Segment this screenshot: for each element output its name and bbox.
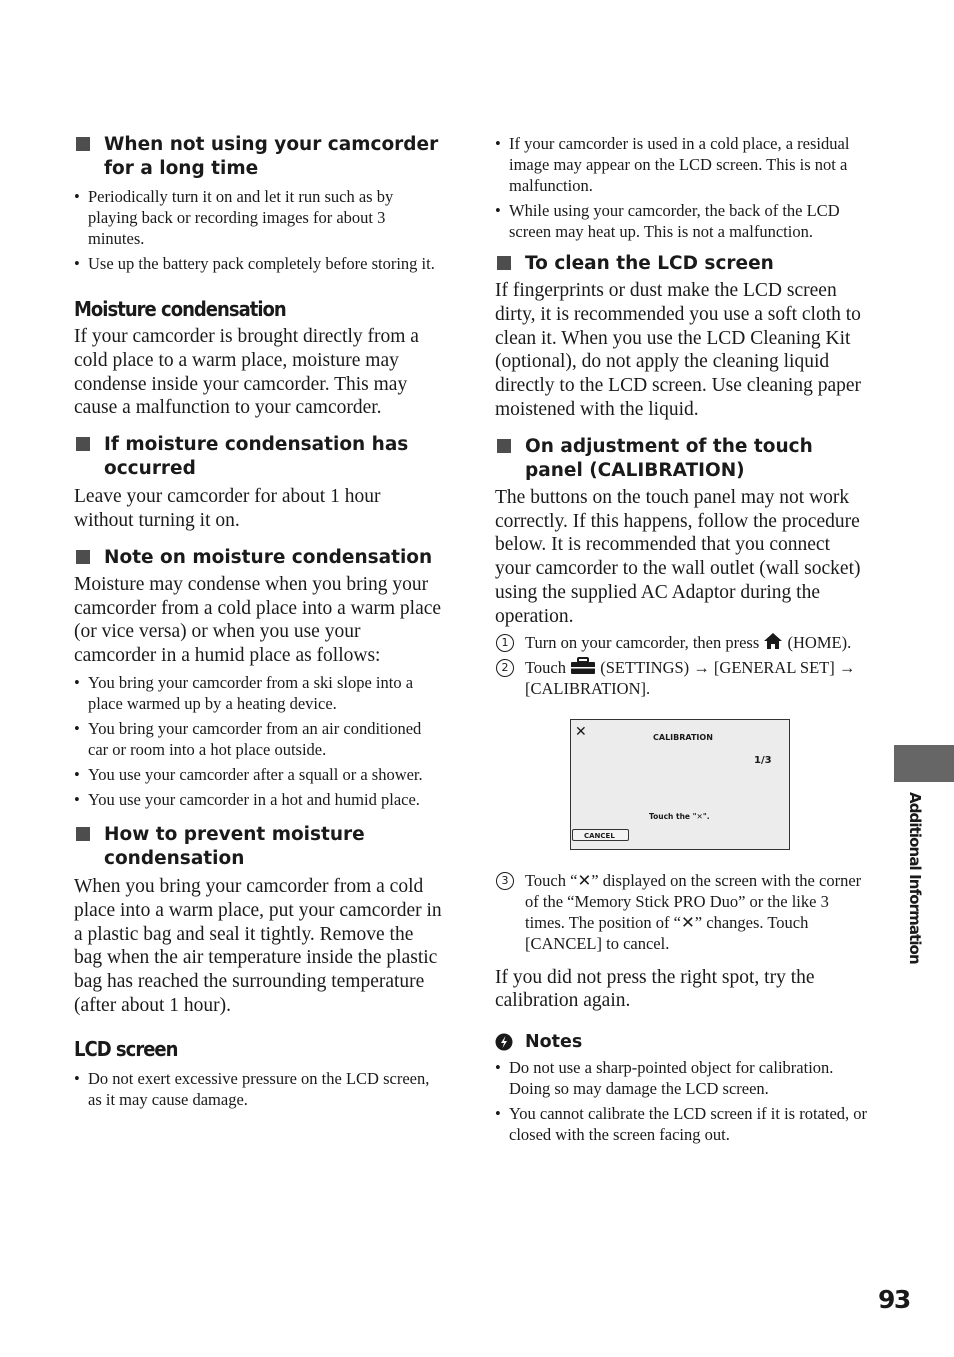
bullet-square-icon <box>76 437 90 451</box>
heading-long-time: When not using your camcorder for a long time <box>74 133 444 181</box>
arrow-right-icon: → <box>693 657 710 677</box>
list-item: • While using your camcorder, the back of the LCD screen may heat up. This is not a malfunction. <box>495 201 840 241</box>
step-number: 2 <box>496 659 514 677</box>
heading-calibration: On adjustment of the touch panel (CALIBRATION) <box>495 435 867 483</box>
paragraph-prevent: When you bring your camcorder from a cold place into a warm place, put your camcorder in a plastic bag and seal it tightly. Remove the bag when the air temperature inside the plastic bag has reached the surrounding temperature (after about 1 hour). <box>74 875 442 1016</box>
heading-clean: To clean the LCD screen <box>495 252 867 276</box>
left-column <box>74 133 444 1114</box>
step-number: 3 <box>496 872 514 890</box>
arrow-right-icon: → <box>838 657 856 677</box>
steps-list <box>495 632 867 699</box>
paragraph-retry: If you did not press the right spot, try the calibration again. <box>495 966 815 1012</box>
step-number: 1 <box>496 634 514 652</box>
list-item: • Use up the battery pack completely before storing it. <box>74 254 435 273</box>
heading-occurred: If moisture condensation has occurred <box>74 433 444 481</box>
paragraph-moisture: If your camcorder is brought directly from a cold place to a warm place, moisture may condense inside your camcorder. This may cause a malfunction to your camcorder. <box>74 326 419 419</box>
toolbox-icon <box>570 657 596 675</box>
list-lcd-continued <box>495 133 867 242</box>
cancel-button[interactable]: CANCEL <box>572 829 629 841</box>
list-notes <box>495 1057 867 1145</box>
bullet-square-icon <box>76 827 90 841</box>
step-2: 2 Touch (SETTINGS) → [GENERAL SET] → [CALIBRATION]. <box>495 657 867 699</box>
notes-icon <box>495 1033 513 1051</box>
list-lcd <box>74 1068 444 1110</box>
list-item: • Do not exert excessive pressure on the LCD screen, as it may cause damage. <box>74 1068 430 1109</box>
page-number: 93 <box>878 1285 910 1314</box>
notes-heading: Notes <box>495 1030 867 1054</box>
bullet-square-icon <box>497 439 511 453</box>
side-section-label: Additional Information <box>906 792 924 964</box>
list-item: • You use your camcorder after a squall or a shower. <box>74 764 423 784</box>
list-item: • If your camcorder is used in a cold place, a residual image may appear on the LCD screen. This is not a malfunction. <box>495 134 850 195</box>
section-tab-marker <box>894 745 954 782</box>
heading-prevent: How to prevent moisture condensation <box>74 823 444 871</box>
list-long-time <box>74 186 444 274</box>
list-note <box>74 672 444 810</box>
section-lcd: LCD screen <box>74 1036 178 1061</box>
list-item: • You cannot calibrate the LCD screen if it is rotated, or closed with the screen facing out. <box>495 1104 868 1145</box>
close-icon[interactable]: ✕ <box>575 723 587 740</box>
paragraph-occurred: Leave your camcorder for about 1 hour without turning it on. <box>74 486 381 531</box>
lcd-page-indicator: 1/3 <box>754 754 772 766</box>
list-item: • Do not use a sharp-pointed object for calibration. Doing so may damage the LCD screen. <box>495 1058 834 1099</box>
list-item: • Periodically turn it on and let it run such as by playing back or recording images for about 3 minutes. <box>74 187 394 248</box>
list-item: • You use your camcorder in a hot and humid place. <box>74 789 420 809</box>
bullet-square-icon <box>497 256 511 270</box>
bullet-square-icon <box>76 550 90 564</box>
lcd-instruction: Touch the "✕". <box>649 811 710 821</box>
heading-note: Note on moisture condensation <box>74 546 444 570</box>
right-column <box>495 133 867 1149</box>
steps-list-continued <box>495 870 867 954</box>
paragraph-calibration: The buttons on the touch panel may not work correctly. If this happens, follow the procedure below. It is recommended that you connect your camcorder to the wall outlet (wall socket) using the supplied AC Adaptor during the operation. <box>495 486 861 627</box>
lcd-title: CALIBRATION <box>653 732 713 742</box>
paragraph-clean: If fingerprints or dust make the LCD screen dirty, it is recommended you use a soft cloth to clean it. When you use the LCD Cleaning Kit (optional), do not apply the cleaning liquid directly to the LCD screen. Use cleaning paper moistened with the liquid. <box>495 280 862 420</box>
list-item: • You bring your camcorder from a ski slope into a place warmed up by a heating device. <box>74 672 414 713</box>
step-1: 1 Turn on your camcorder, then press (HOME). <box>495 632 867 653</box>
step-3: 3 Touch “✕” displayed on the screen with the corner of the “Memory Stick PRO Duo” or the like 3 times. The position of “✕” changes. Touch [CANCEL] to cancel. <box>495 870 867 954</box>
section-moisture: Moisture condensation <box>74 297 286 321</box>
lcd-calibration-screen <box>570 719 790 850</box>
home-icon <box>763 632 783 650</box>
list-item: • You bring your camcorder from an air conditioned car or room into a hot place outside. <box>74 718 422 759</box>
bullet-square-icon <box>76 137 90 151</box>
paragraph-note: Moisture may condense when you bring your camcorder from a cold place into a warm place (or vice versa) or when you use your camcorder in a humid place as follows: <box>74 573 442 667</box>
